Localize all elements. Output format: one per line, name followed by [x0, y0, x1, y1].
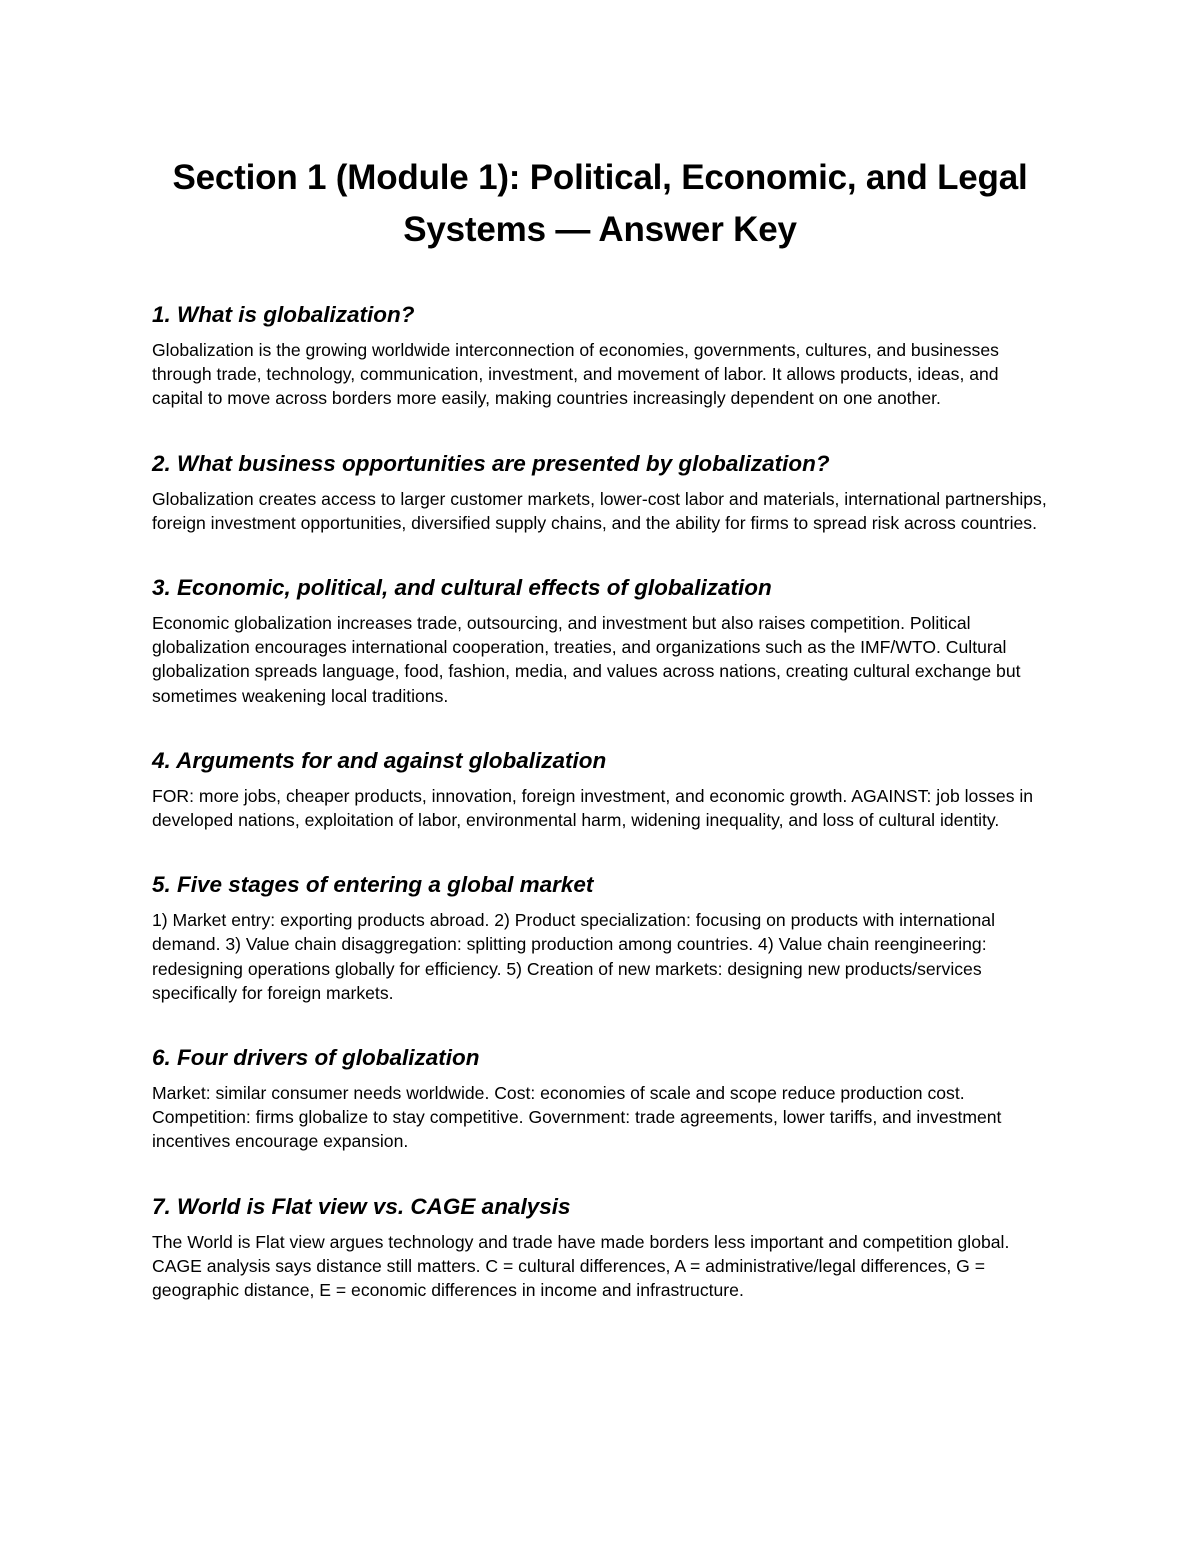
question-section-4: [152, 744, 1052, 832]
question-list: [152, 298, 1052, 1338]
question-section-7: [152, 1190, 1052, 1303]
answer-text: FOR: more jobs, cheaper products, innovation, foreign investment, and economic growth. AGAINST: job losses in developed nations, exploitation of labor, environmental harm, widening inequality, and loss of cultural identity.: [152, 785, 1034, 831]
question-heading: 5. Five stages of entering a global market: [152, 872, 594, 898]
question-heading: 4. Arguments for and against globalization: [152, 747, 607, 773]
question-section-3: [152, 571, 1052, 708]
answer-text: Market: similar consumer needs worldwide. Cost: economies of scale and scope reduce production cost. Competition: firms globalize to stay competitive. Government: trade agreements, lower tariffs, and investment incentives encourage expansion.: [152, 1083, 1002, 1152]
answer-text: Economic globalization increases trade, outsourcing, and investment but also raises competition. Political globalization encourages international cooperation, treaties, and organizations such as the IMF/WTO. Cultural globalization spreads language, food, fashion, media, and values across nations, creating cultural exchange but sometimes weakening local traditions.: [152, 613, 1021, 706]
answer-text: 1) Market entry: exporting products abroad. 2) Product specialization: focusing on products with international demand. 3) Value chain disaggregation: splitting production among countries. 4) Value chain reengineering: redesigning operations globally for efficiency. 5) Creation of new markets: designing new products/services specifically for foreign markets.: [152, 910, 995, 1003]
answer-text: Globalization is the growing worldwide interconnection of economies, governments, cultures, and businesses through trade, technology, communication, investment, and movement of labor. It allows products, ideas, and capital to move across borders more easily, making countries increasingly dependent on one another.: [152, 340, 999, 409]
question-section-2: [152, 447, 1052, 535]
page-title: Section 1 (Module 1): Political, Economic, and Legal Systems — Answer Key: [172, 158, 1028, 249]
question-section-5: [152, 868, 1052, 1005]
question-heading: 6. Four drivers of globalization: [152, 1045, 480, 1071]
question-section-1: [152, 298, 1052, 411]
question-heading: 2. What business opportunities are presented by globalization?: [152, 450, 830, 476]
question-section-6: [152, 1041, 1052, 1154]
question-heading: 7. World is Flat view vs. CAGE analysis: [152, 1193, 571, 1219]
question-heading: 1. What is globalization?: [152, 302, 415, 327]
question-heading: 3. Economic, political, and cultural effects of globalization: [152, 575, 772, 601]
answer-text: Globalization creates access to larger customer markets, lower-cost labor and materials, international partnerships, foreign investment opportunities, diversified supply chains, and the ability for firms to spread risk across countries.: [152, 488, 1047, 533]
answer-text: The World is Flat view argues technology and trade have made borders less important and competition global. CAGE analysis says distance still matters. C = cultural differences, A = administrative/legal differences, G = geographic distance, E = economic differences in income and infrastructure.: [152, 1231, 1010, 1301]
